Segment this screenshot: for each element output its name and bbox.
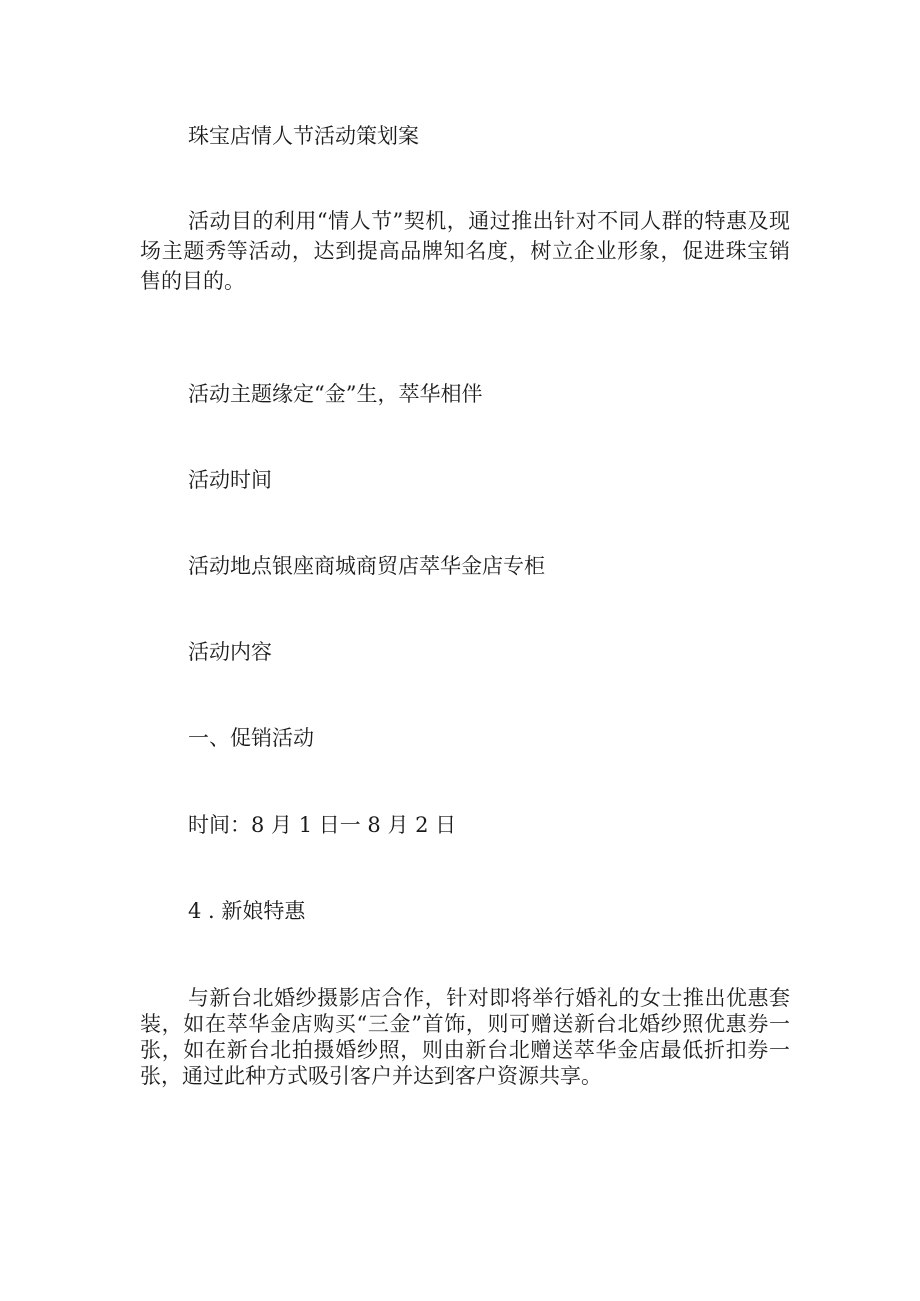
bride-offer-paragraph: 与新台北婚纱摄影店合作，针对即将举行婚礼的女士推出优惠套装，如在萃华金店购买“三金”首饰，则可赠送新台北婚纱照优惠券一张，如在新台北拍摄婚纱照，则由新台北赠送萃华金店最低折扣券一张，通过此种方式吸引客户并达到客户资源共享。 — [140, 986, 790, 1088]
time-heading: 活动时间 — [188, 468, 272, 492]
promo-time-line: 时间：8 月 1 日一 8 月 2 日 — [188, 813, 457, 837]
document-title: 珠宝店情人节活动策划案 — [188, 124, 419, 148]
section-one-heading: 一、促销活动 — [188, 726, 314, 750]
item-four-heading: 4 . 新娘特惠 — [188, 899, 306, 923]
content-heading: 活动内容 — [188, 640, 272, 664]
location-line: 活动地点银座商城商贸店萃华金店专柜 — [188, 554, 545, 578]
theme-line: 活动主题缘定“金”生，萃华相伴 — [188, 382, 483, 406]
purpose-paragraph: 活动目的利用“情人节”契机，通过推出针对不同人群的特惠及现场主题秀等活动，达到提高品牌知名度，树立企业形象，促进珠宝销售的目的。 — [140, 209, 790, 293]
